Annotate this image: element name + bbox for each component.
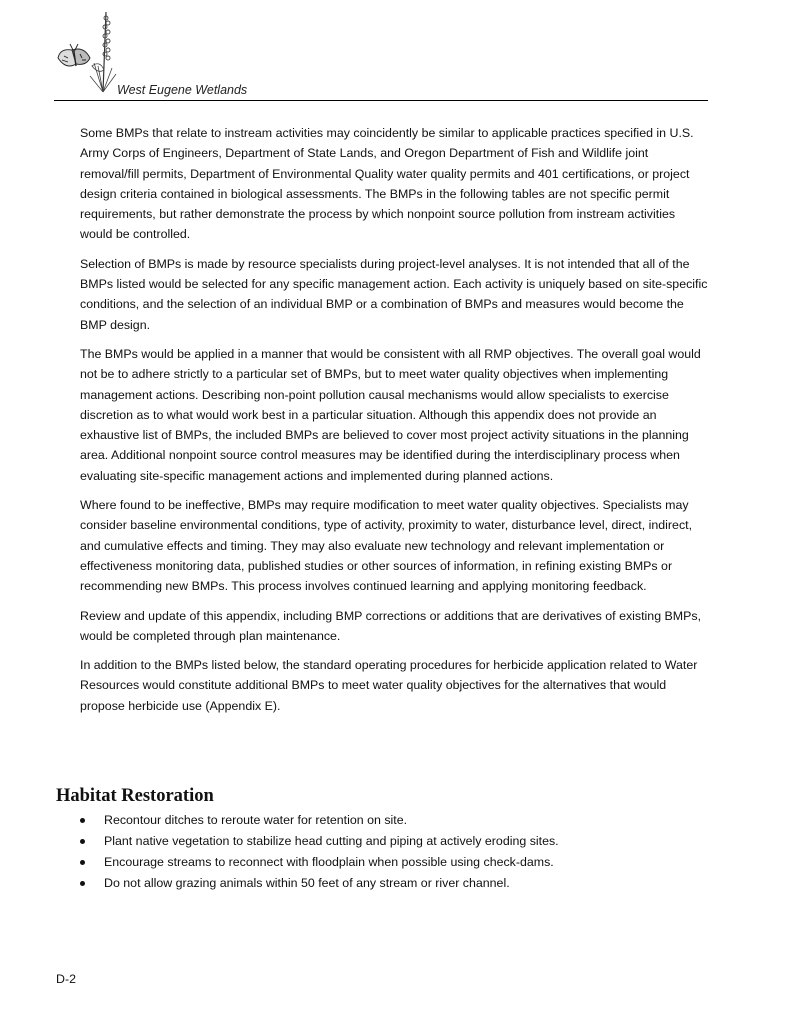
page-number: D-2 <box>56 972 76 986</box>
body-text <box>80 123 708 725</box>
paragraph-herbicide-sops: In addition to the BMPs listed below, the standard operating procedures for herbicide application related to Water Resources would constitute additional BMPs to meet water quality objectives for the alternatives that would propose herbicide use (Appendix E). <box>80 658 698 713</box>
document-running-title: West Eugene Wetlands <box>117 83 248 97</box>
header-divider <box>54 100 708 101</box>
paragraph-bmp-modification: Where found to be ineffective, BMPs may require modification to meet water quality objectives. Specialists may consider baseline environmental conditions, type of activity, proximity to water, disturbance level, direct, indirect, and cumulative effects and timing. They may also evaluate new technology and relevant implementation or effectiveness monitoring data, published studies or other sources of information, in refining existing BMPs or recommending new BMPs. This process involves continued learning and applying monitoring feedback. <box>80 498 693 594</box>
list-item <box>80 873 708 894</box>
paragraph-bmp-selection: Selection of BMPs is made by resource specialists during project-level analyses. It is not intended that all of the BMPs listed would be selected for any specific management action. Each activity is uniquely based on site-specific conditions, and the selection of an individual BMP or a combination of BMPs and measures would become the BMP design. <box>80 256 708 332</box>
list-item-text: Encourage streams to reconnect with floodplain when possible using check-dams. <box>104 855 554 869</box>
bullet-list <box>80 810 708 894</box>
list-item <box>80 852 708 873</box>
section-heading: Habitat Restoration <box>56 786 214 806</box>
bullet-icon <box>80 881 85 886</box>
paragraph-bmp-application: The BMPs would be applied in a manner that would be consistent with all RMP objectives. The overall goal would not be to adhere strictly to a particular set of BMPs, but to meet water quality objectives when implementing management actions. Describing non-point pollution causal mechanisms would allow specialists to exercise discretion as to what would work best in a particular situation. Although this appendix does not provide an exhaustive list of BMPs, the included BMPs are believed to cover most project activity situations in the planning area. Additional nonpoint source control measures may be identified during the interdisciplinary process when evaluating site-specific management actions and implemented during planned actions. <box>80 346 701 483</box>
bullet-icon <box>80 818 85 823</box>
bullet-icon <box>80 860 85 865</box>
bullet-icon <box>80 839 85 844</box>
list-item <box>80 810 708 831</box>
list-item-text: Recontour ditches to reroute water for retention on site. <box>104 813 408 827</box>
list-item-text: Do not allow grazing animals within 50 feet of any stream or river channel. <box>104 876 510 890</box>
list-item <box>80 831 708 852</box>
list-item-text: Plant native vegetation to stabilize head cutting and piping at actively eroding sites. <box>104 834 559 848</box>
paragraph-instream-bmps: Some BMPs that relate to instream activities may coincidently be similar to applicable practices specified in U.S. Army Corps of Engineers, Department of State Lands, and Oregon Department of Fish and Wildlife joint removal/fill permits, Department of Environmental Quality water quality permits and 401 certifications, or project design criteria contained in biological assessments. The BMPs in the following tables are not specific permit requirements, but rather demonstrate the process by which nonpoint source pollution from instream activities would be controlled. <box>80 126 694 242</box>
paragraph-review-update: Review and update of this appendix, including BMP corrections or additions that are derivatives of existing BMPs, would be completed through plan maintenance. <box>80 608 702 643</box>
butterfly-wildflower-logo-icon <box>54 8 124 96</box>
